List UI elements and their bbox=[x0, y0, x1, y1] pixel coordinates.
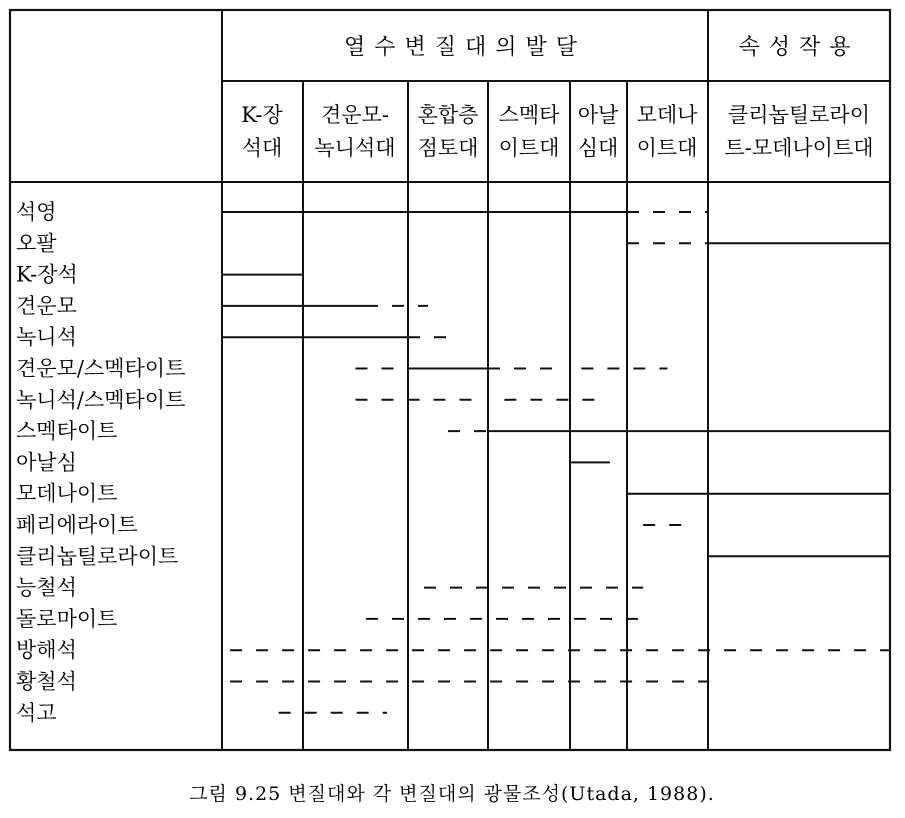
mineral-label: 석고 bbox=[16, 700, 57, 725]
mineral-label: 스멕타이트 bbox=[16, 419, 118, 444]
zone-header-mordenite-2: 이트대 bbox=[636, 136, 698, 160]
mineral-labels bbox=[16, 200, 185, 725]
mineral-label: 능철석 bbox=[16, 575, 77, 600]
mineral-label: 오팔 bbox=[16, 231, 57, 256]
mineral-label: 견운모/스멕타이트 bbox=[16, 356, 186, 381]
mineral-label: 아날심 bbox=[16, 450, 77, 475]
occurrence-lines bbox=[222, 212, 890, 713]
mineral-label: 황철석 bbox=[16, 669, 77, 694]
zone-header-sericite-chlorite: 견운모- bbox=[321, 103, 389, 127]
zone-header-mixed-layer: 혼합층 bbox=[417, 103, 479, 127]
zone-header-mordenite: 모데나 bbox=[636, 103, 698, 127]
zone-header-k-feldspar: K-장 bbox=[241, 103, 283, 127]
group-header-hydrothermal: 열수변질대의발달 bbox=[343, 35, 587, 60]
zone-header-analcime: 아날 bbox=[577, 103, 619, 127]
mineral-label: 녹니석/스멕타이트 bbox=[16, 387, 186, 412]
zone-header-smectite: 스멕타 bbox=[498, 103, 560, 127]
mineral-label: 클리놉틸로라이트 bbox=[16, 544, 179, 569]
mineral-label: 녹니석 bbox=[16, 325, 77, 350]
figure-caption: 그림 9.25 변질대와 각 변질대의 광물조성(Utada, 1988). bbox=[189, 783, 715, 805]
zone-header-sericite-chlorite-2: 녹니석대 bbox=[314, 136, 396, 160]
group-header-propylitic: 속성작용 bbox=[738, 35, 860, 60]
zone-header-smectite-2: 이트대 bbox=[498, 136, 560, 160]
zone-header-clinoptilolite: 클리놉틸로라이 bbox=[727, 103, 871, 127]
zone-header-k-feldspar-2: 석대 bbox=[241, 136, 283, 160]
mineral-label: 견운모 bbox=[16, 293, 77, 318]
zone-headers bbox=[241, 103, 873, 160]
zone-header-analcime-2: 심대 bbox=[577, 136, 619, 160]
mineral-label: 페리에라이트 bbox=[16, 513, 138, 537]
mineral-label: 방해석 bbox=[16, 638, 77, 663]
zone-header-clinoptilolite-2: 트-모데나이트대 bbox=[724, 136, 874, 160]
mineral-label: 모데나이트 bbox=[16, 481, 118, 506]
mineral-label: K-장석 bbox=[16, 262, 78, 287]
mineral-label: 석영 bbox=[16, 200, 57, 224]
mineral-label: 돌로마이트 bbox=[16, 606, 118, 631]
zone-header-mixed-layer-2: 점토대 bbox=[417, 136, 479, 160]
